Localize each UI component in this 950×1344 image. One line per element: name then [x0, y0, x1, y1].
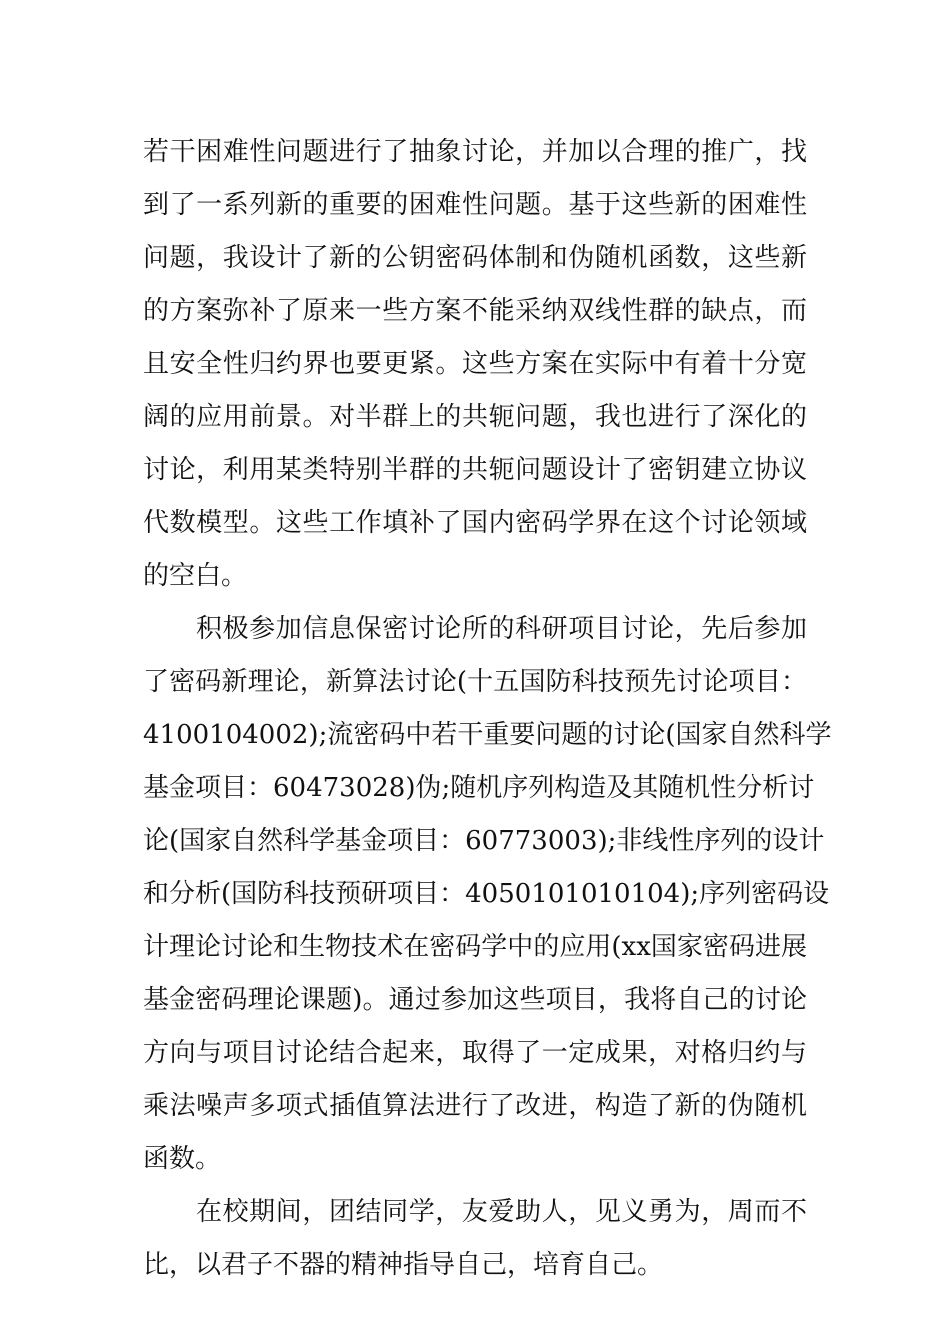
paragraph-2-line-5: 论(国家自然科学基金项目：60773003);非线性序列的设计: [143, 826, 825, 856]
paragraph-2-line-4: 基金项目：60473028)伪;随机序列构造及其随机性分析讨: [143, 773, 815, 803]
paragraph-2-line-2: 了密码新理论，新算法讨论(十五国防科技预先讨论项目：: [143, 667, 807, 697]
paragraph-1-line-5: 且安全性归约界也要更紧。这些方案在实际中有着十分宽: [143, 349, 807, 379]
paragraph-1-line-2: 到了一系列新的重要的困难性问题。基于这些新的困难性: [143, 190, 807, 220]
paragraph-1-line-3: 问题，我设计了新的公钥密码体制和伪随机函数，这些新: [143, 243, 807, 273]
paragraph-2-line-10: 乘法噪声多项式插值算法进行了改进，构造了新的伪随机: [143, 1091, 807, 1121]
paragraph-2-line-9: 方向与项目讨论结合起来，取得了一定成果，对格归约与: [143, 1038, 807, 1068]
paragraph-1-line-9: 的空白。: [143, 561, 248, 591]
paragraph-1-line-8: 代数模型。这些工作填补了国内密码学界在这个讨论领域: [143, 508, 807, 538]
paragraph-2-line-3: 4100104002);流密码中若干重要问题的讨论(国家自然科学: [143, 720, 832, 750]
paragraph-1-line-6: 阔的应用前景。对半群上的共轭问题，我也进行了深化的: [143, 402, 807, 432]
paragraph-1-line-7: 讨论，利用某类特别半群的共轭问题设计了密钥建立协议: [143, 455, 807, 485]
paragraph-1-line-4: 的方案弥补了原来一些方案不能采纳双线性群的缺点，而: [143, 296, 807, 326]
paragraph-2-line-8: 基金密码理论课题)。通过参加这些项目，我将自己的讨论: [143, 985, 807, 1015]
paragraph-3-line-2: 比，以君子不器的精神指导自己，培育自己。: [143, 1250, 664, 1280]
paragraph-1-line-1: 若干困难性问题进行了抽象讨论，并加以合理的推广，找: [143, 137, 807, 167]
document-body: [143, 126, 832, 1292]
paragraph-2-line-11: 函数。: [143, 1144, 222, 1174]
paragraph-2-line-7: 计理论讨论和生物技术在密码学中的应用(xx国家密码进展: [143, 932, 807, 962]
paragraph-2-line-6: 和分析(国防科技预研项目：4050101010104);序列密码设: [143, 879, 830, 909]
paragraph-2-line-1: 积极参加信息保密讨论所的科研项目讨论，先后参加: [196, 614, 807, 644]
paragraph-3-line-1: 在校期间，团结同学，友爱助人，见义勇为，周而不: [196, 1197, 807, 1227]
